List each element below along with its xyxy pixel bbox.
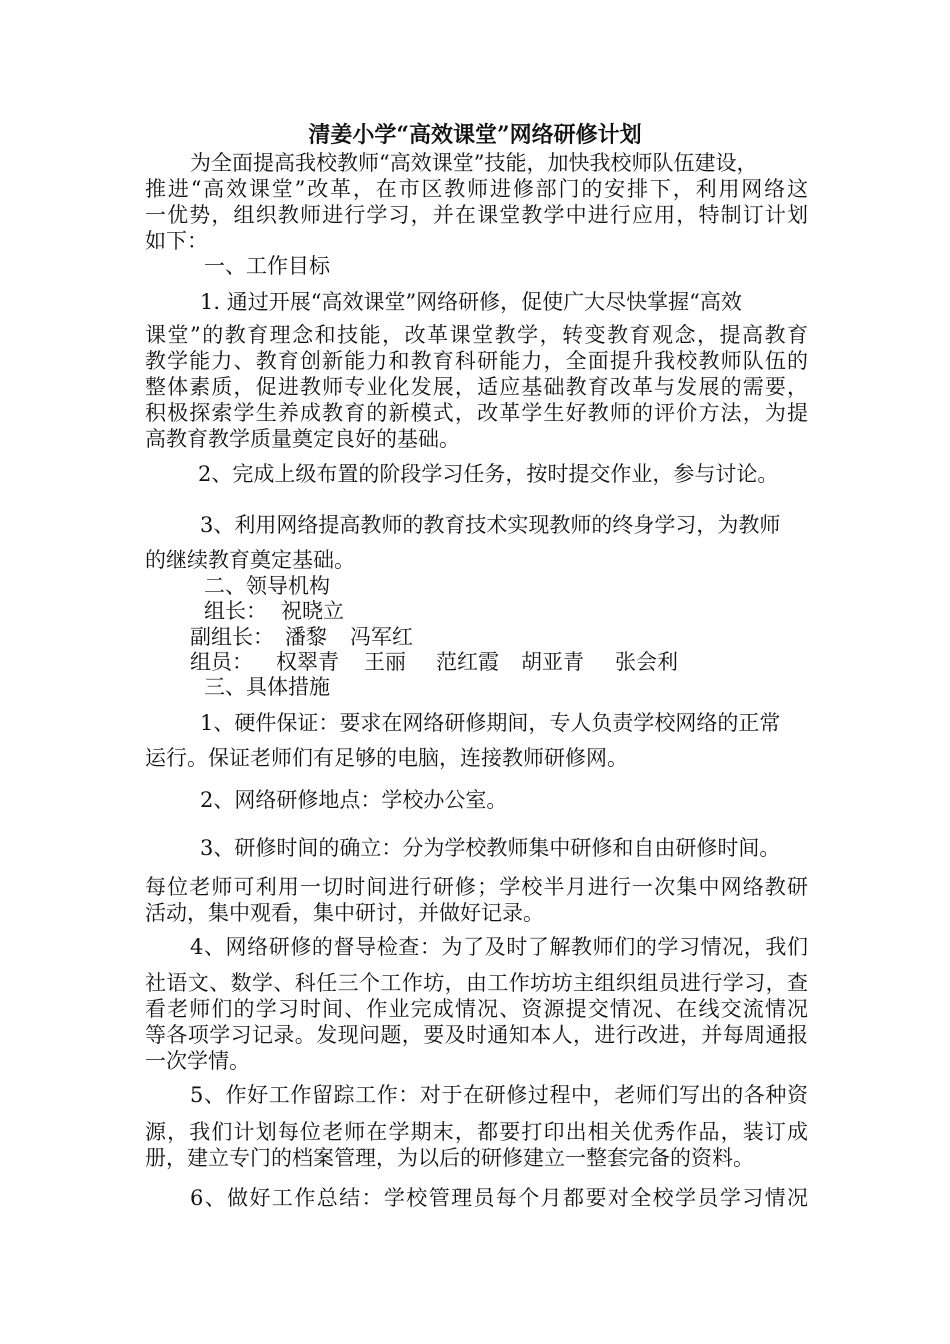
paragraph-line: 每位老师可利用一切时间进行研修；学校半月进行一次集中网络教研 (145, 875, 808, 899)
paragraph-line: 社语文、数学、科任三个工作坊，由工作坊坊主组织组员进行学习，查 (145, 971, 808, 995)
member-name: 王丽 (364, 650, 406, 674)
paragraph-line: 1. 通过开展“高效课堂”网络研修，促使广大尽快掌握“高效 (200, 290, 742, 314)
deputy-label: 副组长： (190, 625, 274, 649)
paragraph-line: 教学能力、教育创新能力和教育科研能力，全面提升我校教师队伍的 (145, 349, 808, 373)
intro-line: 推进“高效课堂”改革，在市区教师进修部门的安排下，利用网络这 (145, 177, 808, 201)
paragraph-line: 6、做好工作总结：学校管理员每个月都要对全校学员学习情况 (190, 1186, 808, 1210)
member-name: 权翠青 (276, 650, 339, 674)
paragraph-line: 3、利用网络提高教师的教育技术实现教师的终身学习，为教师 (200, 513, 781, 537)
leader-label: 组长： (204, 599, 267, 623)
paragraph-line: 1、硬件保证：要求在网络研修期间，专人负责学校网络的正常 (200, 711, 781, 735)
section-heading: 一、工作目标 (204, 254, 330, 278)
paragraph-line: 4、网络研修的督导检查：为了及时了解教师们的学习情况，我们 (190, 935, 808, 959)
intro-line: 一优势，组织教师进行学习，并在课堂教学中进行应用，特制订计划 (145, 203, 808, 227)
paragraph-line: 运行。保证老师们有足够的电脑，连接教师研修网。 (145, 746, 628, 770)
paragraph-line: 整体素质，促进教师专业化发展，适应基础教育改革与发展的需要， (145, 375, 808, 399)
section-heading: 三、具体措施 (204, 675, 330, 699)
paragraph-line: 活动，集中观看，集中研讨，并做好记录。 (145, 901, 544, 925)
paragraph-line: 积极探索学生养成教育的新模式，改革学生好教师的评价方法，为提 (145, 401, 808, 425)
page-title: 清姜小学“高效课堂”网络研修计划 (308, 122, 642, 148)
paragraph-line: 课堂”的教育理念和技能，改革课堂教学，转变教育观念，提高教育 (145, 323, 808, 347)
member-name: 张会利 (615, 650, 678, 674)
paragraph-line: 册，建立专门的档案管理，为以后的研修建立一整套完备的资料。 (145, 1146, 754, 1170)
intro-line: 为全面提高我校教师“高效课堂”技能，加快我校师队伍建设， (190, 151, 758, 175)
paragraph-line: 3、研修时间的确立：分为学校教师集中研修和自由研修时间。 (200, 836, 781, 860)
member-name: 范红霞 (436, 650, 499, 674)
paragraph-line: 5、作好工作留踪工作：对于在研修过程中，老师们写出的各种资 (190, 1083, 808, 1107)
paragraph-line: 看老师们的学习时间、作业完成情况、资源提交情况、在线交流情况 (145, 997, 808, 1021)
member-name: 胡亚青 (521, 650, 584, 674)
members-label: 组员： (190, 650, 253, 674)
paragraph-line: 一次学情。 (145, 1049, 250, 1073)
section-heading: 二、领导机构 (204, 574, 330, 598)
paragraph-line: 2、完成上级布置的阶段学习任务，按时提交作业，参与讨论。 (198, 462, 779, 486)
leader-name: 祝晓立 (281, 599, 344, 623)
deputy-name: 冯军红 (350, 625, 413, 649)
intro-line: 如下： (145, 229, 208, 253)
paragraph-line: 的继续教育奠定基础。 (145, 548, 355, 572)
paragraph-line: 高教育教学质量奠定良好的基础。 (145, 427, 460, 451)
deputy-name: 潘黎 (285, 625, 327, 649)
paragraph-line: 等各项学习记录。发现问题，要及时通知本人，进行改进，并每周通报 (145, 1023, 808, 1047)
paragraph-line: 2、网络研修地点：学校办公室。 (200, 788, 508, 812)
paragraph-line: 源，我们计划每位老师在学期末，都要打印出相关优秀作品，装订成 (145, 1120, 808, 1144)
